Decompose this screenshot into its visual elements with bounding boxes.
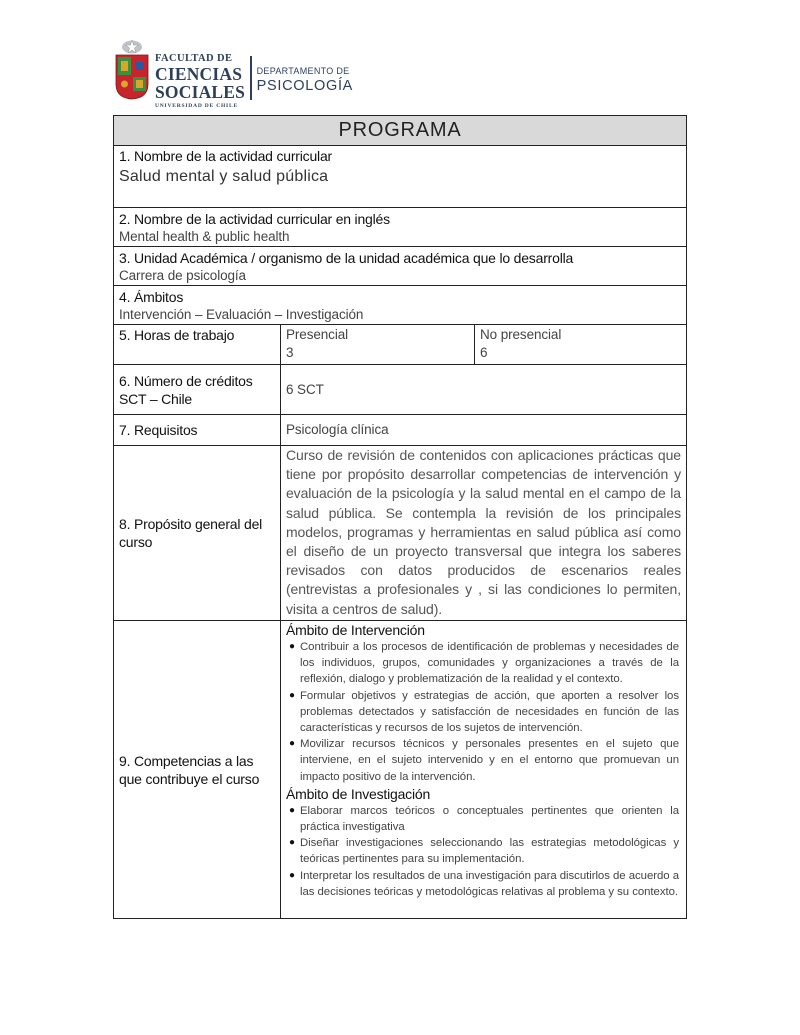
credits-value-cell xyxy=(281,365,686,414)
list-item-text: Diseñar investigaciones seleccionando las estrategias metodológicas y teóricas pertinentes para su implementación. xyxy=(300,837,679,866)
general-purpose-label-cell xyxy=(114,446,281,620)
crest-shield-icon xyxy=(115,54,149,100)
activity-name-english-value: Mental health & public health xyxy=(119,229,290,244)
row-activity-name xyxy=(114,146,686,208)
intervention-scope-title: Ámbito de Intervención xyxy=(286,622,425,638)
table-title-row xyxy=(114,116,686,146)
faculty-line3: SOCIALES xyxy=(155,82,246,102)
bullet-icon: ● xyxy=(289,837,295,849)
competencies-label-cell xyxy=(114,621,281,918)
faculty-logo xyxy=(112,38,354,109)
university-crest-icon xyxy=(112,38,152,104)
activity-name-label: 1. Nombre de la actividad curricular xyxy=(119,148,333,164)
no-presencial-cell xyxy=(475,325,686,364)
no-presencial-label: No presencial xyxy=(480,327,562,342)
list-item xyxy=(286,803,679,835)
general-purpose-value: Curso de revisión de contenidos con aplicaciones prácticas que tiene por propósito desarrollar competencias de intervención y evaluación de la psicología y la salud mental en el campo de la salud pública. Se contempla la revisión de los principales modelos, programas y herramientas en salud pública así como el diseño de un proyecto transversal que integra los saberes revisados con datos producidos de escenarios reales (entrevistas a profesionales y , si las condiciones lo permiten, visita a centros de salud). xyxy=(286,447,681,617)
competencies-value-cell xyxy=(281,621,686,918)
list-item xyxy=(286,835,679,867)
list-item-text: Contribuir a los procesos de identificación de problemas y necesidades de los individuos, grupos, comunidades y organizaciones a través de la reflexión, dialogo y problematización de la realidad y el contexto. xyxy=(300,641,679,686)
academic-unit-value: Carrera de psicología xyxy=(119,268,246,283)
faculty-name xyxy=(155,54,245,109)
list-item xyxy=(286,868,679,900)
row-academic-unit xyxy=(114,247,686,286)
bullet-icon: ● xyxy=(289,869,295,881)
credits-value: 6 SCT xyxy=(286,381,324,397)
activity-name-english-label: 2. Nombre de la actividad curricular en inglés xyxy=(119,211,390,227)
general-purpose-label-line2: curso xyxy=(119,534,153,550)
row-general-purpose xyxy=(114,446,686,621)
list-item-text: Movilizar recursos técnicos y personales presentes en el sujeto que interviene, en el sujeto intervenido y en el entorno que promuevan un impacto positivo de la intervención. xyxy=(300,738,679,783)
activity-name-value: Salud mental y salud pública xyxy=(119,168,329,185)
table-title: PROGRAMA xyxy=(338,119,462,141)
faculty-line2: CIENCIAS xyxy=(155,63,243,84)
credits-label-line1: 6. Número de créditos xyxy=(119,372,253,389)
requirements-value-cell xyxy=(281,415,686,445)
work-hours-label: 5. Horas de trabajo xyxy=(119,327,235,343)
row-requirements xyxy=(114,415,686,446)
no-presencial-value: 6 xyxy=(480,345,488,360)
bullet-icon: ● xyxy=(289,804,295,816)
row-competencies xyxy=(114,621,686,918)
bullet-icon: ● xyxy=(289,738,295,750)
requirements-label-cell xyxy=(114,415,281,445)
logo-divider xyxy=(250,56,252,100)
presencial-label: Presencial xyxy=(286,327,349,342)
general-purpose-label-line1: 8. Propósito general del xyxy=(119,516,263,532)
row-work-hours xyxy=(114,325,686,365)
list-item xyxy=(286,688,679,737)
row-activity-name-english xyxy=(114,208,686,247)
academic-unit-label: 3. Unidad Académica / organismo de la unidad académica que lo desarrolla xyxy=(119,250,574,266)
list-item-text: Formular objetivos y estrategias de acción, que aporten a resolver los problemas detectados y satisfacción de necesidades en función de las características y recursos de los sujetos de intervención. xyxy=(300,689,679,735)
list-item xyxy=(286,639,679,688)
department-name xyxy=(257,67,353,94)
scopes-value: Intervención – Evaluación – Investigación xyxy=(119,307,364,322)
research-competencies-list xyxy=(286,803,679,900)
department-line1: DEPARTAMENTO DE xyxy=(256,66,350,76)
credits-label-cell xyxy=(114,365,281,414)
research-scope-title: Ámbito de Investigación xyxy=(286,785,431,802)
work-hours-label-cell xyxy=(114,325,281,364)
list-item xyxy=(286,736,679,785)
row-credits xyxy=(114,365,686,415)
bullet-icon: ● xyxy=(289,641,295,652)
row-scopes xyxy=(114,286,686,325)
bullet-icon: ● xyxy=(289,689,295,701)
credits-label-line2: SCT – Chile xyxy=(119,390,193,407)
general-purpose-value-cell xyxy=(281,446,686,620)
competencies-label-line2: que contribuye el curso xyxy=(119,770,260,787)
presencial-cell xyxy=(281,325,475,364)
crest-star-icon xyxy=(121,38,143,54)
presencial-value: 3 xyxy=(286,345,294,360)
requirements-value: Psicología clínica xyxy=(286,422,389,437)
list-item-text: Interpretar los resultados de una investigación para discutirlos de acuerdo a las decisiones teóricas y metodológicas relativas al problema y su contexto. xyxy=(300,869,679,898)
list-item-text: Elaborar marcos teóricos o conceptuales pertinentes que orienten la práctica investigativa xyxy=(300,804,679,834)
university-name: UNIVERSIDAD DE CHILE xyxy=(155,102,238,109)
intervention-competencies-list xyxy=(286,639,679,785)
competencies-label-line1: 9. Competencias a las xyxy=(119,752,254,769)
faculty-line1: FACULTAD DE xyxy=(155,53,233,64)
requirements-label: 7. Requisitos xyxy=(119,422,198,438)
program-table xyxy=(113,115,687,919)
department-line2: PSICOLOGÍA xyxy=(256,78,354,94)
scopes-label: 4. Ámbitos xyxy=(119,289,184,305)
